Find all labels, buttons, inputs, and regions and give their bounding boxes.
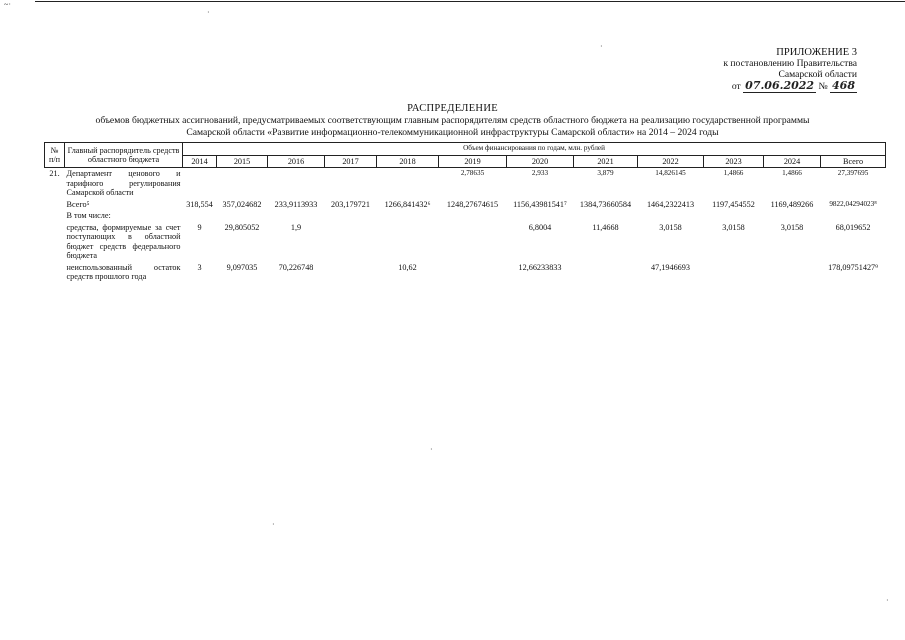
table-cell xyxy=(439,222,507,262)
table-cell: 1384,73660584 xyxy=(579,199,632,209)
col-header-year: 2017 xyxy=(325,155,377,168)
table-cell: 9822,04294023⁸ xyxy=(829,199,877,208)
table-cell: 1,9 xyxy=(290,222,302,232)
table-cell: 1,4866 xyxy=(782,169,802,177)
number-prefix: № xyxy=(818,81,828,92)
table-cell: 3,879 xyxy=(597,169,614,177)
table-cell: 178,09751427⁹ xyxy=(828,262,878,272)
table-cell xyxy=(377,168,439,199)
document-subtitle-line-1: объемов бюджетных ассигнований, предусматриваемых соответствующим главным распорядителям средств областного бюджета на реализацию государственной программы xyxy=(95,115,810,126)
table-cell xyxy=(325,168,377,199)
table-cell: 9,097035 xyxy=(226,262,258,272)
col-header-year: 2016 xyxy=(268,155,325,168)
table-cell xyxy=(704,262,764,283)
table-cell: 9 xyxy=(197,222,202,232)
table-cell: 29,805052 xyxy=(224,222,260,232)
col-header-total: Всего xyxy=(821,155,886,168)
scan-artifact: ~· xyxy=(4,0,11,9)
page-top-border xyxy=(35,1,905,2)
scan-artifact: · xyxy=(886,596,889,605)
col-header-year: 2020 xyxy=(507,155,574,168)
table-row xyxy=(45,210,886,222)
table-cell: 3,0158 xyxy=(780,222,804,232)
table-row xyxy=(45,222,886,262)
table-cell: 10,62 xyxy=(398,262,417,272)
col-header-year: 2019 xyxy=(439,155,507,168)
row-number xyxy=(45,222,65,262)
appendix-line-3: Самарской области xyxy=(778,69,857,80)
table-cell xyxy=(507,210,574,222)
table-cell: 11,4668 xyxy=(592,222,619,232)
table-cell: 3,0158 xyxy=(659,222,682,232)
col-header-year: 2018 xyxy=(377,155,439,168)
row-label: Всего⁵ xyxy=(66,199,90,209)
scan-artifact: · xyxy=(430,445,433,454)
table-cell xyxy=(439,262,507,283)
appendix-block xyxy=(657,47,857,92)
table-cell xyxy=(764,210,821,222)
row-label: В том числе: xyxy=(66,211,111,220)
document-subtitle-line-2: Самарской области «Развитие информационно-телекоммуникационной инфраструктуры Самарской области» на 2014 – 2024 годы xyxy=(186,127,719,138)
table-cell xyxy=(704,210,764,222)
table-cell xyxy=(217,210,268,222)
row-label: средства, формируемые за счет поступающих в областной бюджет средств федерального бюджета xyxy=(66,222,181,260)
table-cell: 68,019652 xyxy=(835,222,871,232)
table-row xyxy=(45,168,886,199)
table-cell: 233,9113933 xyxy=(274,199,318,209)
table-cell xyxy=(268,168,325,199)
row-number xyxy=(45,210,65,222)
col-header-year: 2022 xyxy=(638,155,704,168)
table-cell xyxy=(268,210,325,222)
table-cell xyxy=(439,210,507,222)
table-cell xyxy=(764,262,821,283)
table-row xyxy=(45,262,886,283)
table-cell xyxy=(638,210,704,222)
row-number: 21. xyxy=(49,169,60,178)
scan-artifact: · xyxy=(272,520,275,529)
table-cell: 318,554 xyxy=(186,199,213,209)
row-number xyxy=(45,262,65,283)
table-cell: 2,933 xyxy=(531,169,549,177)
table-cell: 1197,454552 xyxy=(712,199,755,209)
table-cell: 14,826145 xyxy=(655,169,686,177)
scan-artifact: · xyxy=(207,8,210,17)
row-label: Департамент ценового и тарифного регулирования Самарской области xyxy=(66,169,181,197)
table-cell xyxy=(183,210,217,222)
table-cell: 1,4866 xyxy=(723,169,744,177)
appendix-date-row xyxy=(657,80,857,92)
table-cell xyxy=(574,210,638,222)
number-value: 468 xyxy=(832,79,855,92)
date-prefix: от xyxy=(731,81,741,92)
table-row xyxy=(45,199,886,211)
table-cell: 1266,841432⁶ xyxy=(384,199,431,209)
table-cell xyxy=(325,210,377,222)
scan-artifact: · xyxy=(600,42,603,51)
appendix-line-2: к постановлению Правительства xyxy=(723,58,857,69)
table-cell: 3,0158 xyxy=(722,222,745,232)
document-title: РАСПРЕДЕЛЕНИЕ xyxy=(407,103,498,114)
col-header-year: 2023 xyxy=(704,155,764,168)
date-value: 07.06.2022 xyxy=(745,79,815,92)
col-header-no: № п/п xyxy=(45,143,65,168)
table-cell: 3 xyxy=(197,262,202,272)
table-cell: 70,226748 xyxy=(278,262,314,272)
table-cell xyxy=(821,210,886,222)
col-header-year: 2014 xyxy=(183,155,217,168)
col-header-admin: Главный распорядитель средств областного бюджета xyxy=(65,143,183,168)
col-header-year: 2024 xyxy=(764,155,821,168)
table-cell: 203,179721 xyxy=(331,199,370,209)
table-cell: 12,66233833 xyxy=(518,262,562,272)
table-cell xyxy=(325,262,377,283)
table-cell xyxy=(183,168,217,199)
table-cell xyxy=(377,210,439,222)
table-cell xyxy=(574,262,638,283)
row-number xyxy=(45,199,65,211)
table-cell xyxy=(377,222,439,262)
col-header-year: 2021 xyxy=(574,155,638,168)
col-header-year: 2015 xyxy=(217,155,268,168)
table-cell: 1464,2322413 xyxy=(646,199,695,209)
appendix-title: ПРИЛОЖЕНИЕ 3 xyxy=(776,47,857,58)
table-cell: 1169,489266 xyxy=(770,199,814,209)
table-cell: 6,8004 xyxy=(528,222,552,232)
table-cell: 1248,27674615 xyxy=(446,199,499,209)
table-cell: 1156,43981541⁷ xyxy=(513,199,567,209)
table-cell: 27,397695 xyxy=(837,169,869,177)
row-label: неиспользованный остаток средств прошлого года xyxy=(66,262,181,281)
table-cell xyxy=(217,168,268,199)
table-cell xyxy=(325,222,377,262)
budget-table xyxy=(44,142,886,283)
table-cell: 357,024682 xyxy=(222,199,262,209)
col-header-group: Объем финансирования по годам, млн. рублей xyxy=(183,143,886,156)
table-cell: 47,1946693 xyxy=(651,262,690,272)
table-cell: 2,78635 xyxy=(460,169,485,177)
